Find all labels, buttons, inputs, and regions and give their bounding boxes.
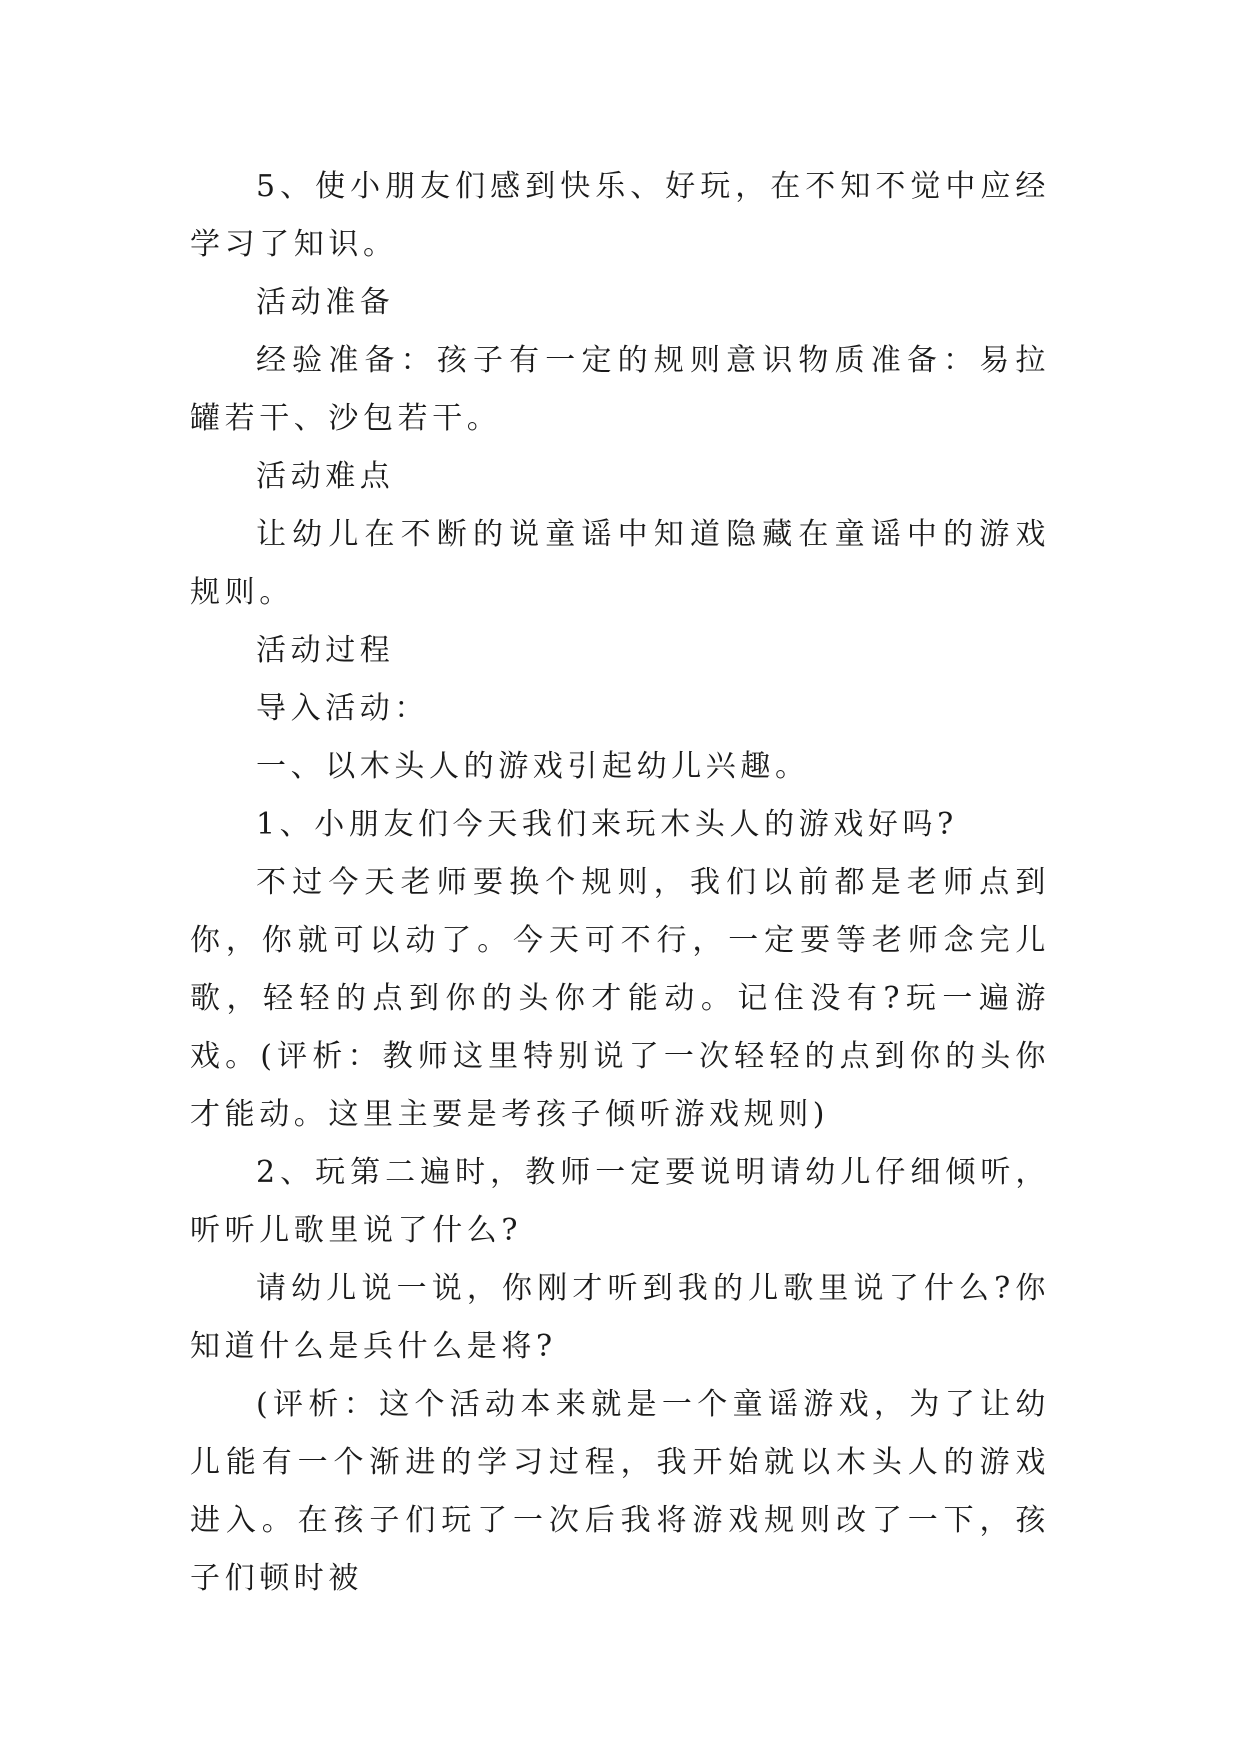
paragraph-step-one: 一、以木头人的游戏引起幼儿兴趣。 (256, 749, 810, 784)
paragraph-discussion: 请幼儿说一说，你刚才听到我的儿歌里说了什么?你知道什么是兵什么是将? (190, 1271, 1050, 1364)
document-body (190, 158, 1050, 1608)
paragraph-step-2: 2、玩第二遍时，教师一定要说明请幼儿仔细倾听，听听儿歌里说了什么? (190, 1155, 1050, 1248)
paragraph-step-1: 1、小朋友们今天我们来玩木头人的游戏好吗? (256, 807, 958, 842)
paragraph-difficulty: 让幼儿在不断的说童谣中知道隐藏在童谣中的游戏规则。 (190, 517, 1050, 610)
paragraph-rule-change: 不过今天老师要换个规则，我们以前都是老师点到你，你就可以动了。今天可不行，一定要等老师念完儿歌，轻轻的点到你的头你才能动。记住没有?玩一遍游戏。(评析：教师这里特别说了一次轻轻的点到你的头你才能动。这里主要是考孩子倾听游戏规则) (190, 865, 1050, 1132)
heading-introduction: 导入活动： (256, 691, 429, 726)
heading-activity-difficulty: 活动难点 (256, 459, 395, 494)
heading-activity-preparation: 活动准备 (256, 285, 395, 320)
heading-activity-process: 活动过程 (256, 633, 395, 668)
paragraph-analysis: (评析：这个活动本来就是一个童谣游戏，为了让幼儿能有一个渐进的学习过程，我开始就以木头人的游戏进入。在孩子们玩了一次后我将游戏规则改了一下，孩子们顿时被 (190, 1387, 1050, 1596)
paragraph-goal-5: 5、使小朋友们感到快乐、好玩，在不知不觉中应经学习了知识。 (190, 169, 1050, 262)
paragraph-preparation: 经验准备：孩子有一定的规则意识物质准备：易拉罐若干、沙包若干。 (190, 343, 1050, 436)
